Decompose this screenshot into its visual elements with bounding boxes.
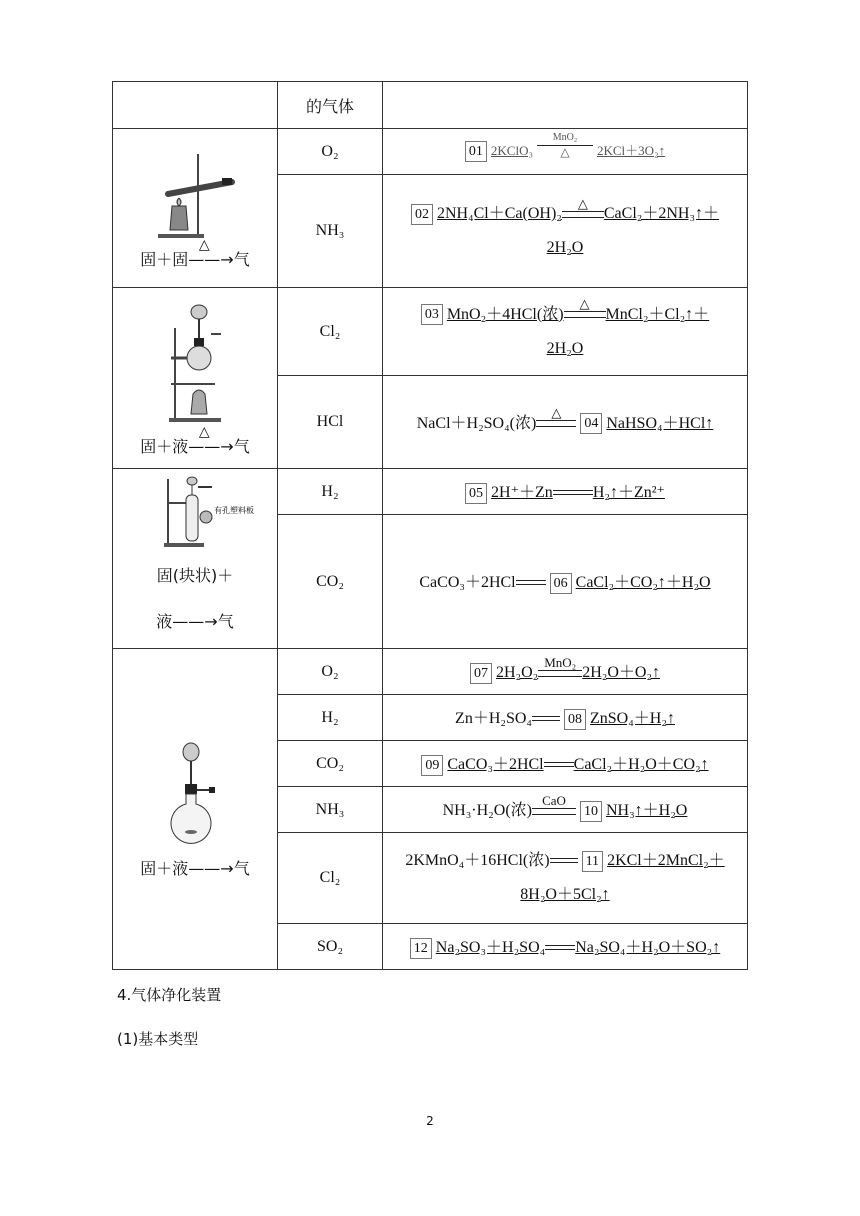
diagram-annotation: 有孔塑料板 (214, 505, 254, 515)
equals-sign (544, 760, 574, 770)
answer-number: 07 (470, 663, 492, 684)
equation-left: CaCO₃＋2HCl (447, 756, 544, 774)
gas-cell: NH₃ (278, 787, 383, 833)
equation-continuation: 2H₂O (546, 339, 584, 357)
reaction-condition (536, 406, 576, 427)
reaction-condition (538, 656, 582, 677)
equation-answer: CaCl₂＋CO₂↑＋H₂O (575, 574, 711, 592)
equation-cell (383, 469, 748, 515)
gas-cell: Cl₂ (278, 288, 383, 376)
apparatus-cell (113, 288, 278, 469)
gas-cell: O₂ (278, 649, 383, 695)
equation-continuation: 2H₂O (546, 239, 584, 256)
table-cell (113, 82, 278, 129)
equation-right: H₂↑＋Zn²⁺ (592, 484, 665, 502)
answer-number: 05 (465, 483, 487, 504)
equals-sign (550, 856, 578, 866)
equation-left: 2H₂O₂ (495, 664, 539, 682)
equation-cell (383, 741, 748, 787)
flask-with-funnel-apparatus-diagram (165, 740, 225, 840)
equation-cell (383, 787, 748, 833)
gas-header-cell: 的气体 (278, 82, 383, 129)
equation-left: 2KMnO₄＋16HCl(浓) (405, 852, 550, 869)
answer-number: 02 (411, 204, 433, 225)
equation-answer: NaHSO₄＋HCl↑ (606, 414, 714, 432)
equation-cell (383, 175, 748, 288)
heat-symbol: △ (198, 424, 210, 440)
equals-sign (516, 578, 546, 588)
equation-left: CaCO₃＋2HCl (419, 574, 516, 592)
table-row (113, 288, 748, 376)
equation-right: MnCl₂＋Cl₂↑＋ (605, 305, 710, 323)
equation-cell (383, 129, 748, 175)
gas-cell: CO₂ (278, 515, 383, 649)
condition-top: MnO₂ (552, 132, 578, 143)
gas-cell: H₂ (278, 695, 383, 741)
gas-cell: HCl (278, 376, 383, 469)
page-number: 2 (426, 1114, 434, 1128)
reaction-arrow: △ —— (188, 436, 220, 458)
gas-preparation-table (112, 81, 748, 970)
equation-left: Na₂SO₃＋H₂SO₄ (435, 939, 546, 957)
subsection-title: (1)基本类型 (117, 1030, 199, 1048)
equation-cell (383, 515, 748, 649)
table-row (113, 82, 748, 129)
equation-right: 2KCl＋3O₂↑ (597, 143, 666, 159)
answer-number: 11 (582, 851, 603, 872)
condition-top: △ (579, 296, 590, 312)
table-row (113, 129, 748, 175)
reaction-condition (564, 297, 606, 318)
equation-continuation: 8H₂O＋5Cl₂↑ (520, 886, 610, 903)
equation-left: Zn＋H₂SO₄ (455, 710, 532, 728)
equation-left: NaCl＋H₂SO₄(浓) (416, 414, 537, 432)
answer-number: 06 (550, 573, 572, 594)
group-label-solid-solid (113, 236, 277, 271)
answer-number: 01 (465, 141, 487, 162)
condition-bar (564, 311, 606, 318)
condition-bottom: △ (560, 145, 570, 159)
condition-top: △ (551, 405, 562, 421)
table-row (113, 469, 748, 515)
label-line-2: 液——→气 (156, 611, 234, 631)
table-row (113, 649, 748, 695)
equation-right: CaCl₂＋2NH₃↑＋ (603, 205, 720, 222)
solid-liquid-heating-apparatus-diagram (165, 298, 225, 424)
condition-bar (532, 808, 576, 815)
equation-cell (383, 288, 748, 376)
section-title: 4.气体净化装置 (117, 986, 222, 1004)
label-prefix: 固＋液 (140, 437, 189, 456)
equation-cell (383, 649, 748, 695)
label-line-1: 固(块状)＋ (156, 565, 234, 585)
label-suffix: →气 (220, 437, 250, 456)
group-label-block-solid-liquid (113, 553, 277, 645)
equals-sign (532, 714, 560, 724)
simple-gas-generator-diagram (150, 473, 254, 549)
equation-left: NH₃·H₂O(浓) (442, 802, 532, 820)
equation-cell (383, 376, 748, 469)
group-label-solid-liquid-heat (113, 424, 277, 458)
label-prefix: 固＋固 (140, 249, 189, 269)
equation-answer: 2KCl＋2MnCl₂＋ (607, 852, 725, 869)
condition-top: △ (577, 195, 588, 211)
gas-cell: H₂ (278, 469, 383, 515)
label-suffix: →气 (220, 249, 250, 269)
equation-answer: NH₃↑＋H₂O (605, 802, 688, 820)
gas-cell: CO₂ (278, 741, 383, 787)
condition-top: CaO (542, 792, 566, 808)
answer-number: 10 (580, 801, 602, 822)
equation-left: MnO₂＋4HCl(浓) (446, 305, 564, 323)
apparatus-cell (113, 129, 278, 288)
equation-left: 2KClO₃ (490, 143, 533, 159)
equation-left: 2H⁺＋Zn (491, 484, 553, 502)
answer-number: 04 (580, 413, 602, 434)
apparatus-cell (113, 469, 278, 649)
answer-number: 09 (421, 755, 443, 776)
condition-bar (562, 211, 604, 218)
reaction-arrow: △ —— (188, 249, 220, 271)
condition-bar (536, 420, 576, 427)
group-label-solid-liquid: 固＋液——→气 (140, 858, 250, 878)
equals-sign (553, 488, 593, 498)
equation-left: 2NH₄Cl＋Ca(OH)₂ (436, 205, 562, 222)
table-cell (383, 82, 748, 129)
equation-right: CaCl₂＋H₂O＋CO₂↑ (573, 756, 709, 774)
condition-top: MnO₂ (544, 654, 577, 670)
equation-right: Na₂SO₄＋H₂O＋SO₂↑ (575, 939, 721, 957)
gas-cell: SO₂ (278, 924, 383, 970)
answer-number: 12 (410, 938, 432, 959)
heat-symbol: △ (198, 236, 210, 253)
equation-cell (383, 924, 748, 970)
equation-cell (383, 833, 748, 924)
apparatus-cell (113, 649, 278, 970)
reaction-condition (537, 131, 593, 158)
answer-number: 03 (421, 304, 443, 325)
solid-solid-heating-apparatus-diagram (150, 146, 240, 241)
reaction-condition (532, 794, 576, 815)
condition-bar (538, 670, 582, 677)
equation-cell (383, 695, 748, 741)
gas-cell: NH₃ (278, 175, 383, 288)
equation-right: 2H₂O＋O₂↑ (582, 664, 661, 682)
gas-cell: Cl₂ (278, 833, 383, 924)
equation-answer: ZnSO₄＋H₂↑ (590, 710, 675, 728)
answer-number: 08 (564, 709, 586, 730)
equals-sign (545, 943, 575, 953)
reaction-condition (562, 197, 604, 218)
gas-cell: O₂ (278, 129, 383, 175)
